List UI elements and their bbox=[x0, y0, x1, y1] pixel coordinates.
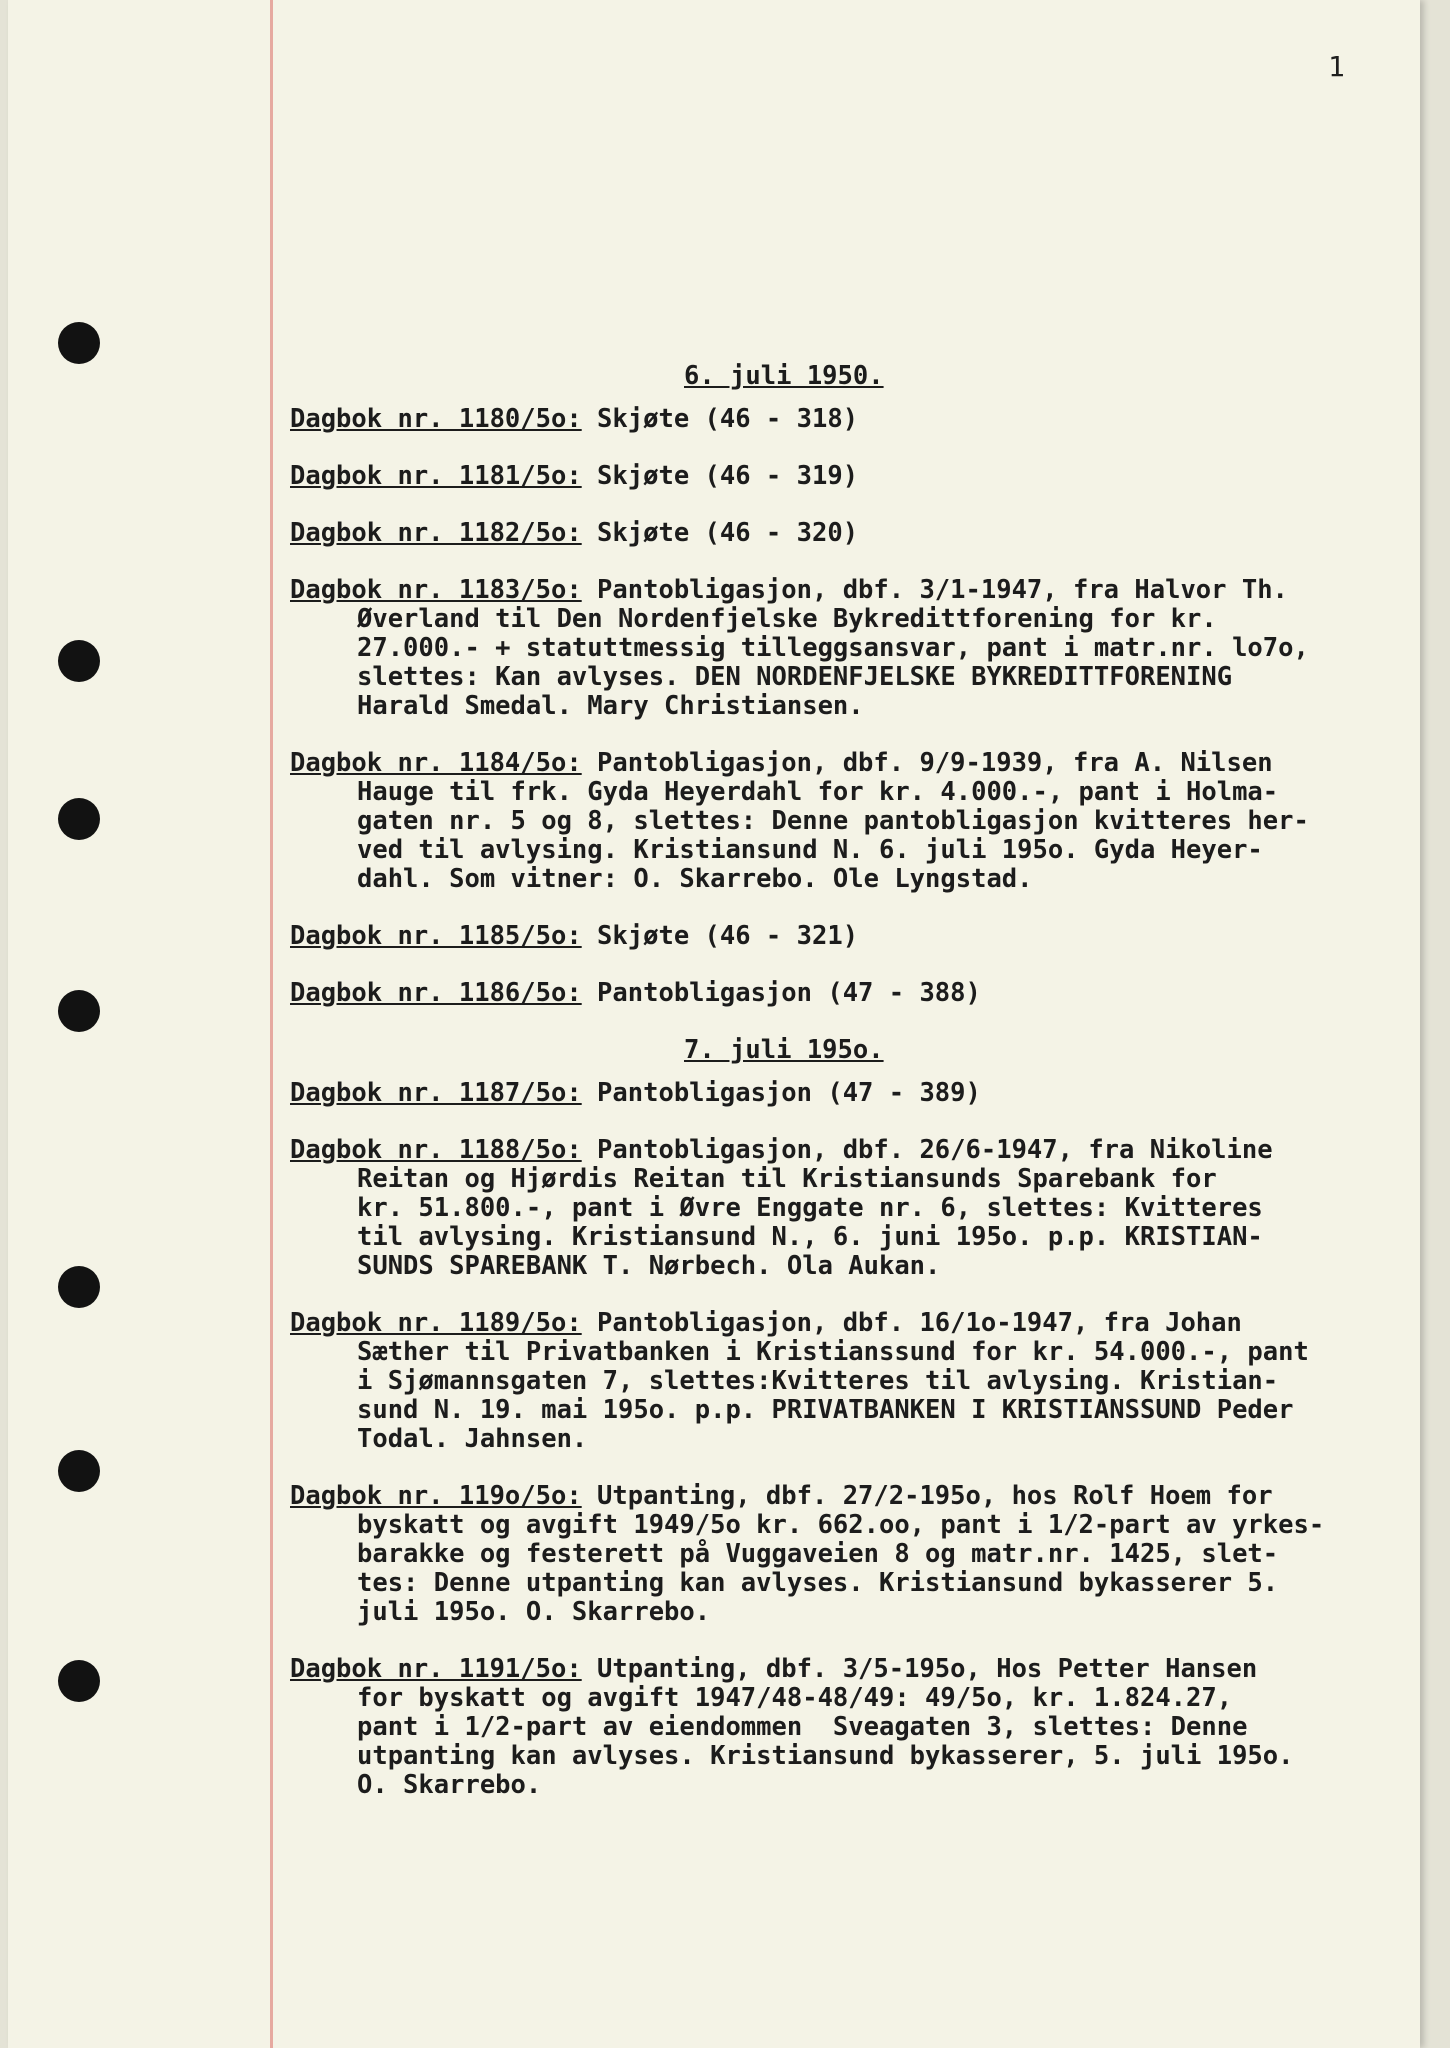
entry-continuation-line: ved til avlysing. Kristiansund N. 6. juli 195o. Gyda Heyer- bbox=[357, 835, 1263, 865]
entry-continuation-line: Reitan og Hjørdis Reitan til Kristiansunds Sparebank for bbox=[357, 1164, 1217, 1194]
entry-continuation-line: pant i 1/2-part av eiendommen Sveagaten 3, slettes: Denne bbox=[357, 1712, 1248, 1742]
entry-text: Utpanting, dbf. 27/2-195o, hos Rolf Hoem for bbox=[581, 1481, 1273, 1511]
ledger-entry bbox=[290, 1309, 1418, 1454]
entry-first-line bbox=[290, 1482, 1418, 1511]
entry-text: Pantobligasjon (47 - 389) bbox=[581, 1078, 981, 1108]
entry-continuation-line: tes: Denne utpanting kan avlyses. Kristiansund bykasserer 5. bbox=[357, 1568, 1279, 1598]
entry-first-line bbox=[290, 462, 1418, 491]
entry-continuation-line: SUNDS SPAREBANK T. Nørbech. Ola Aukan. bbox=[357, 1251, 941, 1281]
entry-continuation-line: dahl. Som vitner: O. Skarrebo. Ole Lyngstad. bbox=[357, 864, 1033, 894]
entry-text: Skjøte (46 - 321) bbox=[581, 921, 859, 951]
entry-first-line bbox=[290, 1136, 1418, 1165]
entry-text: Pantobligasjon, dbf. 9/9-1939, fra A. Nilsen bbox=[581, 748, 1273, 778]
ledger-entry bbox=[290, 405, 1418, 434]
punch-hole-icon bbox=[58, 1660, 100, 1702]
document-page bbox=[8, 0, 1420, 2048]
entry-number: Dagbok nr. 1185/5o: bbox=[290, 921, 582, 951]
entry-first-line bbox=[290, 519, 1418, 548]
document-body bbox=[290, 350, 1418, 1828]
punch-hole-icon bbox=[58, 990, 100, 1032]
entry-first-line bbox=[290, 749, 1418, 778]
entry-first-line bbox=[290, 1309, 1418, 1338]
entry-number: Dagbok nr. 1184/5o: bbox=[290, 748, 582, 778]
entry-number: Dagbok nr. 1187/5o: bbox=[290, 1078, 582, 1108]
entry-number: Dagbok nr. 1188/5o: bbox=[290, 1135, 582, 1165]
entry-text: Pantobligasjon (47 - 388) bbox=[581, 978, 981, 1008]
punch-hole-icon bbox=[58, 1266, 100, 1308]
entry-text: Skjøte (46 - 320) bbox=[581, 518, 859, 548]
entry-continuation-line: 27.000.- + statuttmessig tilleggsansvar, pant i matr.nr. lo7o, bbox=[357, 633, 1309, 663]
entry-first-line bbox=[290, 576, 1418, 605]
entry-first-line bbox=[290, 979, 1418, 1008]
margin-line bbox=[270, 0, 273, 2048]
entry-first-line bbox=[290, 405, 1418, 434]
entry-continuation-line: for byskatt og avgift 1947/48-48/49: 49/5o, kr. 1.824.27, bbox=[357, 1683, 1233, 1713]
entry-number: Dagbok nr. 1186/5o: bbox=[290, 978, 582, 1008]
entry-continuation-line: kr. 51.800.-, pant i Øvre Enggate nr. 6, slettes: Kvitteres bbox=[357, 1193, 1263, 1223]
entry-number: Dagbok nr. 1180/5o: bbox=[290, 404, 582, 434]
entry-continuation-line: til avlysing. Kristiansund N., 6. juni 195o. p.p. KRISTIAN- bbox=[357, 1222, 1263, 1252]
ledger-entry bbox=[290, 1482, 1418, 1627]
page-number: 1 bbox=[1328, 50, 1345, 83]
entry-continuation-line: Hauge til frk. Gyda Heyerdahl for kr. 4.000.-, pant i Holma- bbox=[357, 777, 1279, 807]
punch-hole-icon bbox=[58, 798, 100, 840]
entry-number: Dagbok nr. 1191/5o: bbox=[290, 1654, 582, 1684]
entry-continuation-line: barakke og festerett på Vuggaveien 8 og matr.nr. 1425, slet- bbox=[357, 1539, 1279, 1569]
entry-number: Dagbok nr. 1189/5o: bbox=[290, 1308, 582, 1338]
entry-text: Pantobligasjon, dbf. 26/6-1947, fra Nikoline bbox=[581, 1135, 1273, 1165]
entry-continuation-line: O. Skarrebo. bbox=[357, 1770, 542, 1800]
entry-first-line bbox=[290, 1655, 1418, 1684]
entry-continuation-line: juli 195o. O. Skarrebo. bbox=[357, 1597, 711, 1627]
punch-hole-icon bbox=[58, 1450, 100, 1492]
entry-continuation-line: gaten nr. 5 og 8, slettes: Denne pantobligasjon kvitteres her- bbox=[357, 806, 1309, 836]
entry-number: Dagbok nr. 1183/5o: bbox=[290, 575, 582, 605]
entry-number: Dagbok nr. 119o/5o: bbox=[290, 1481, 582, 1511]
ledger-entry bbox=[290, 1655, 1418, 1800]
entry-number: Dagbok nr. 1182/5o: bbox=[290, 518, 582, 548]
entry-text: Pantobligasjon, dbf. 3/1-1947, fra Halvor Th. bbox=[581, 575, 1288, 605]
section-date: 7. juli 195o. bbox=[684, 1035, 884, 1065]
ledger-entry bbox=[290, 1136, 1418, 1281]
ledger-entry bbox=[290, 576, 1418, 721]
entry-continuation-line: Harald Smedal. Mary Christiansen. bbox=[357, 691, 864, 721]
ledger-entry bbox=[290, 749, 1418, 894]
entry-number: Dagbok nr. 1181/5o: bbox=[290, 461, 582, 491]
entry-continuation-line: sund N. 19. mai 195o. p.p. PRIVATBANKEN I KRISTIANSSUND Peder bbox=[357, 1395, 1294, 1425]
ledger-entry bbox=[290, 1079, 1418, 1108]
ledger-entry bbox=[290, 462, 1418, 491]
ledger-entry bbox=[290, 519, 1418, 548]
entry-text: Utpanting, dbf. 3/5-195o, Hos Petter Hansen bbox=[581, 1654, 1258, 1684]
entry-continuation-line: Todal. Jahnsen. bbox=[357, 1424, 588, 1454]
punch-hole-icon bbox=[58, 322, 100, 364]
entry-continuation-line: utpanting kan avlyses. Kristiansund bykasserer, 5. juli 195o. bbox=[357, 1741, 1294, 1771]
entry-first-line bbox=[290, 1079, 1418, 1108]
entry-continuation-line: Øverland til Den Nordenfjelske Bykredittforening for kr. bbox=[357, 604, 1217, 634]
entry-text: Pantobligasjon, dbf. 16/1o-1947, fra Johan bbox=[581, 1308, 1242, 1338]
entry-continuation-line: slettes: Kan avlyses. DEN NORDENFJELSKE BYKREDITTFORENING bbox=[357, 662, 1233, 692]
punch-hole-icon bbox=[58, 640, 100, 682]
ledger-entry bbox=[290, 922, 1418, 951]
entry-continuation-line: byskatt og avgift 1949/5o kr. 662.oo, pant i 1/2-part av yrkes- bbox=[357, 1510, 1325, 1540]
entry-continuation-line: Sæther til Privatbanken i Kristianssund for kr. 54.000.-, pant bbox=[357, 1337, 1309, 1367]
entry-text: Skjøte (46 - 319) bbox=[581, 461, 859, 491]
entry-continuation-line: i Sjømannsgaten 7, slettes:Kvitteres til avlysing. Kristian- bbox=[357, 1366, 1279, 1396]
ledger-entry bbox=[290, 979, 1418, 1008]
entry-first-line bbox=[290, 922, 1418, 951]
entry-text: Skjøte (46 - 318) bbox=[581, 404, 859, 434]
section-date: 6. juli 1950. bbox=[684, 361, 884, 391]
